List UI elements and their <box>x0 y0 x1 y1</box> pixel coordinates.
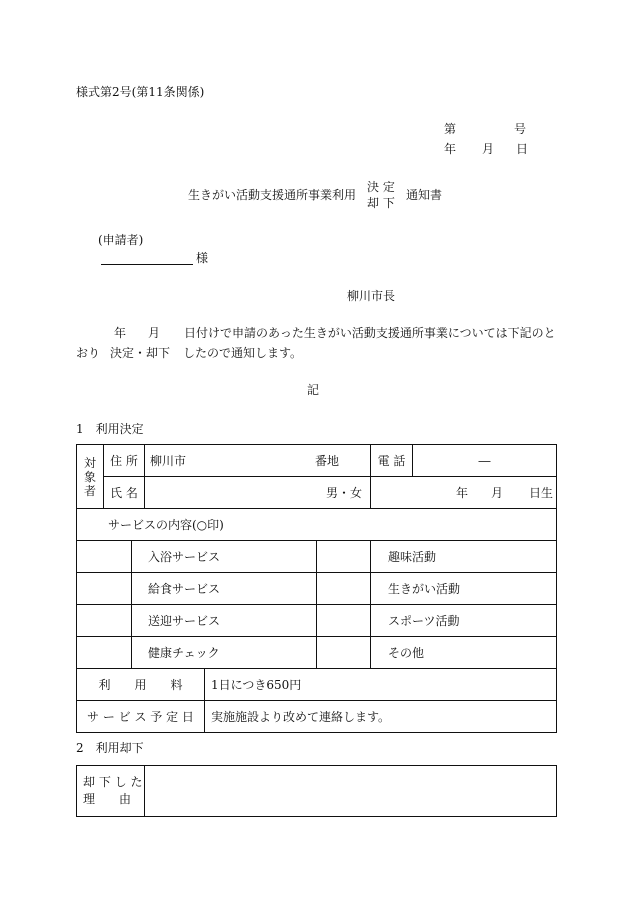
schedule-value: 実施施設より改めて連絡します。 <box>211 710 391 724</box>
reason-field[interactable] <box>145 766 556 816</box>
reason-label-line2: 理 由 <box>83 792 132 806</box>
fee-label: 利 用 料 <box>98 678 183 692</box>
number-go: 号 <box>514 122 527 136</box>
body-line1: 日付けで申請のあった生きがい活動支援通所事業については下記のと <box>184 326 556 340</box>
address-city: 柳川市 <box>150 454 187 468</box>
date-day: 日 <box>516 142 529 156</box>
phone-field[interactable]: ― <box>478 453 491 468</box>
service-mark-health[interactable] <box>77 637 131 668</box>
section-2-heading: 2 利用却下 <box>76 741 144 755</box>
date-month: 月 <box>482 142 495 156</box>
sex-selector[interactable]: 男・女 <box>326 486 363 500</box>
service-meal: 給食サービス <box>148 582 221 596</box>
service-sports: スポーツ活動 <box>388 614 460 628</box>
service-bath: 入浴サービス <box>148 550 221 564</box>
birth-year: 年 <box>456 486 469 500</box>
service-mark-transport[interactable] <box>77 605 131 636</box>
applicant-name-underline <box>101 264 193 265</box>
service-header: サービスの内容(○印) <box>108 518 224 532</box>
service-ikigai: 生きがい活動 <box>388 582 461 596</box>
applicant-label: (申請者) <box>98 233 144 247</box>
body-line2-suffix: したので通知します。 <box>183 346 303 360</box>
service-mark-meal[interactable] <box>77 573 131 604</box>
number-dai: 第 <box>444 122 457 136</box>
issuer: 柳川市長 <box>347 289 396 303</box>
body-month: 月 <box>148 326 161 340</box>
section-1-heading: 1 利用決定 <box>76 422 144 436</box>
service-mark-other[interactable] <box>317 637 370 668</box>
address-label: 住 所 <box>110 454 138 468</box>
name-field[interactable] <box>145 477 315 508</box>
birth-month: 月 <box>491 486 504 500</box>
title-prefix: 生きがい活動支援通所事業利用 <box>188 188 357 202</box>
service-other: その他 <box>388 646 425 660</box>
service-mark-hobby[interactable] <box>317 541 370 572</box>
birth-day: 日生 <box>529 486 554 500</box>
body-year: 年 <box>114 326 127 340</box>
schedule-label: サ ー ビ ス 予 定 日 <box>87 710 194 724</box>
service-health: 健康チェック <box>148 646 220 660</box>
body-line2-prefix: おり <box>76 346 101 360</box>
title-suffix: 通知書 <box>406 188 443 202</box>
service-transport: 送迎サービス <box>148 614 221 628</box>
fee-value: 1日につき650円 <box>211 678 302 692</box>
title-option-decide: 決 定 <box>367 180 395 194</box>
date-year: 年 <box>444 142 457 156</box>
phone-label: 電 話 <box>377 454 406 468</box>
applicant-sama: 様 <box>196 251 209 265</box>
form-label: 様式第2号(第11条関係) <box>76 85 205 99</box>
body-line2-choice: 決定・却下 <box>110 346 171 360</box>
name-label: 氏 名 <box>110 486 138 500</box>
title-option-reject: 却 下 <box>367 196 395 210</box>
reason-label-line1: 却 下 し た <box>83 775 143 789</box>
service-mark-sports[interactable] <box>317 605 370 636</box>
service-mark-ikigai[interactable] <box>317 573 370 604</box>
address-banchi: 番地 <box>315 454 340 468</box>
service-mark-bath[interactable] <box>77 541 131 572</box>
ki-mark: 記 <box>307 383 320 397</box>
service-hobby: 趣味活動 <box>388 550 437 564</box>
subject-label: 対 象 者 <box>83 455 96 498</box>
